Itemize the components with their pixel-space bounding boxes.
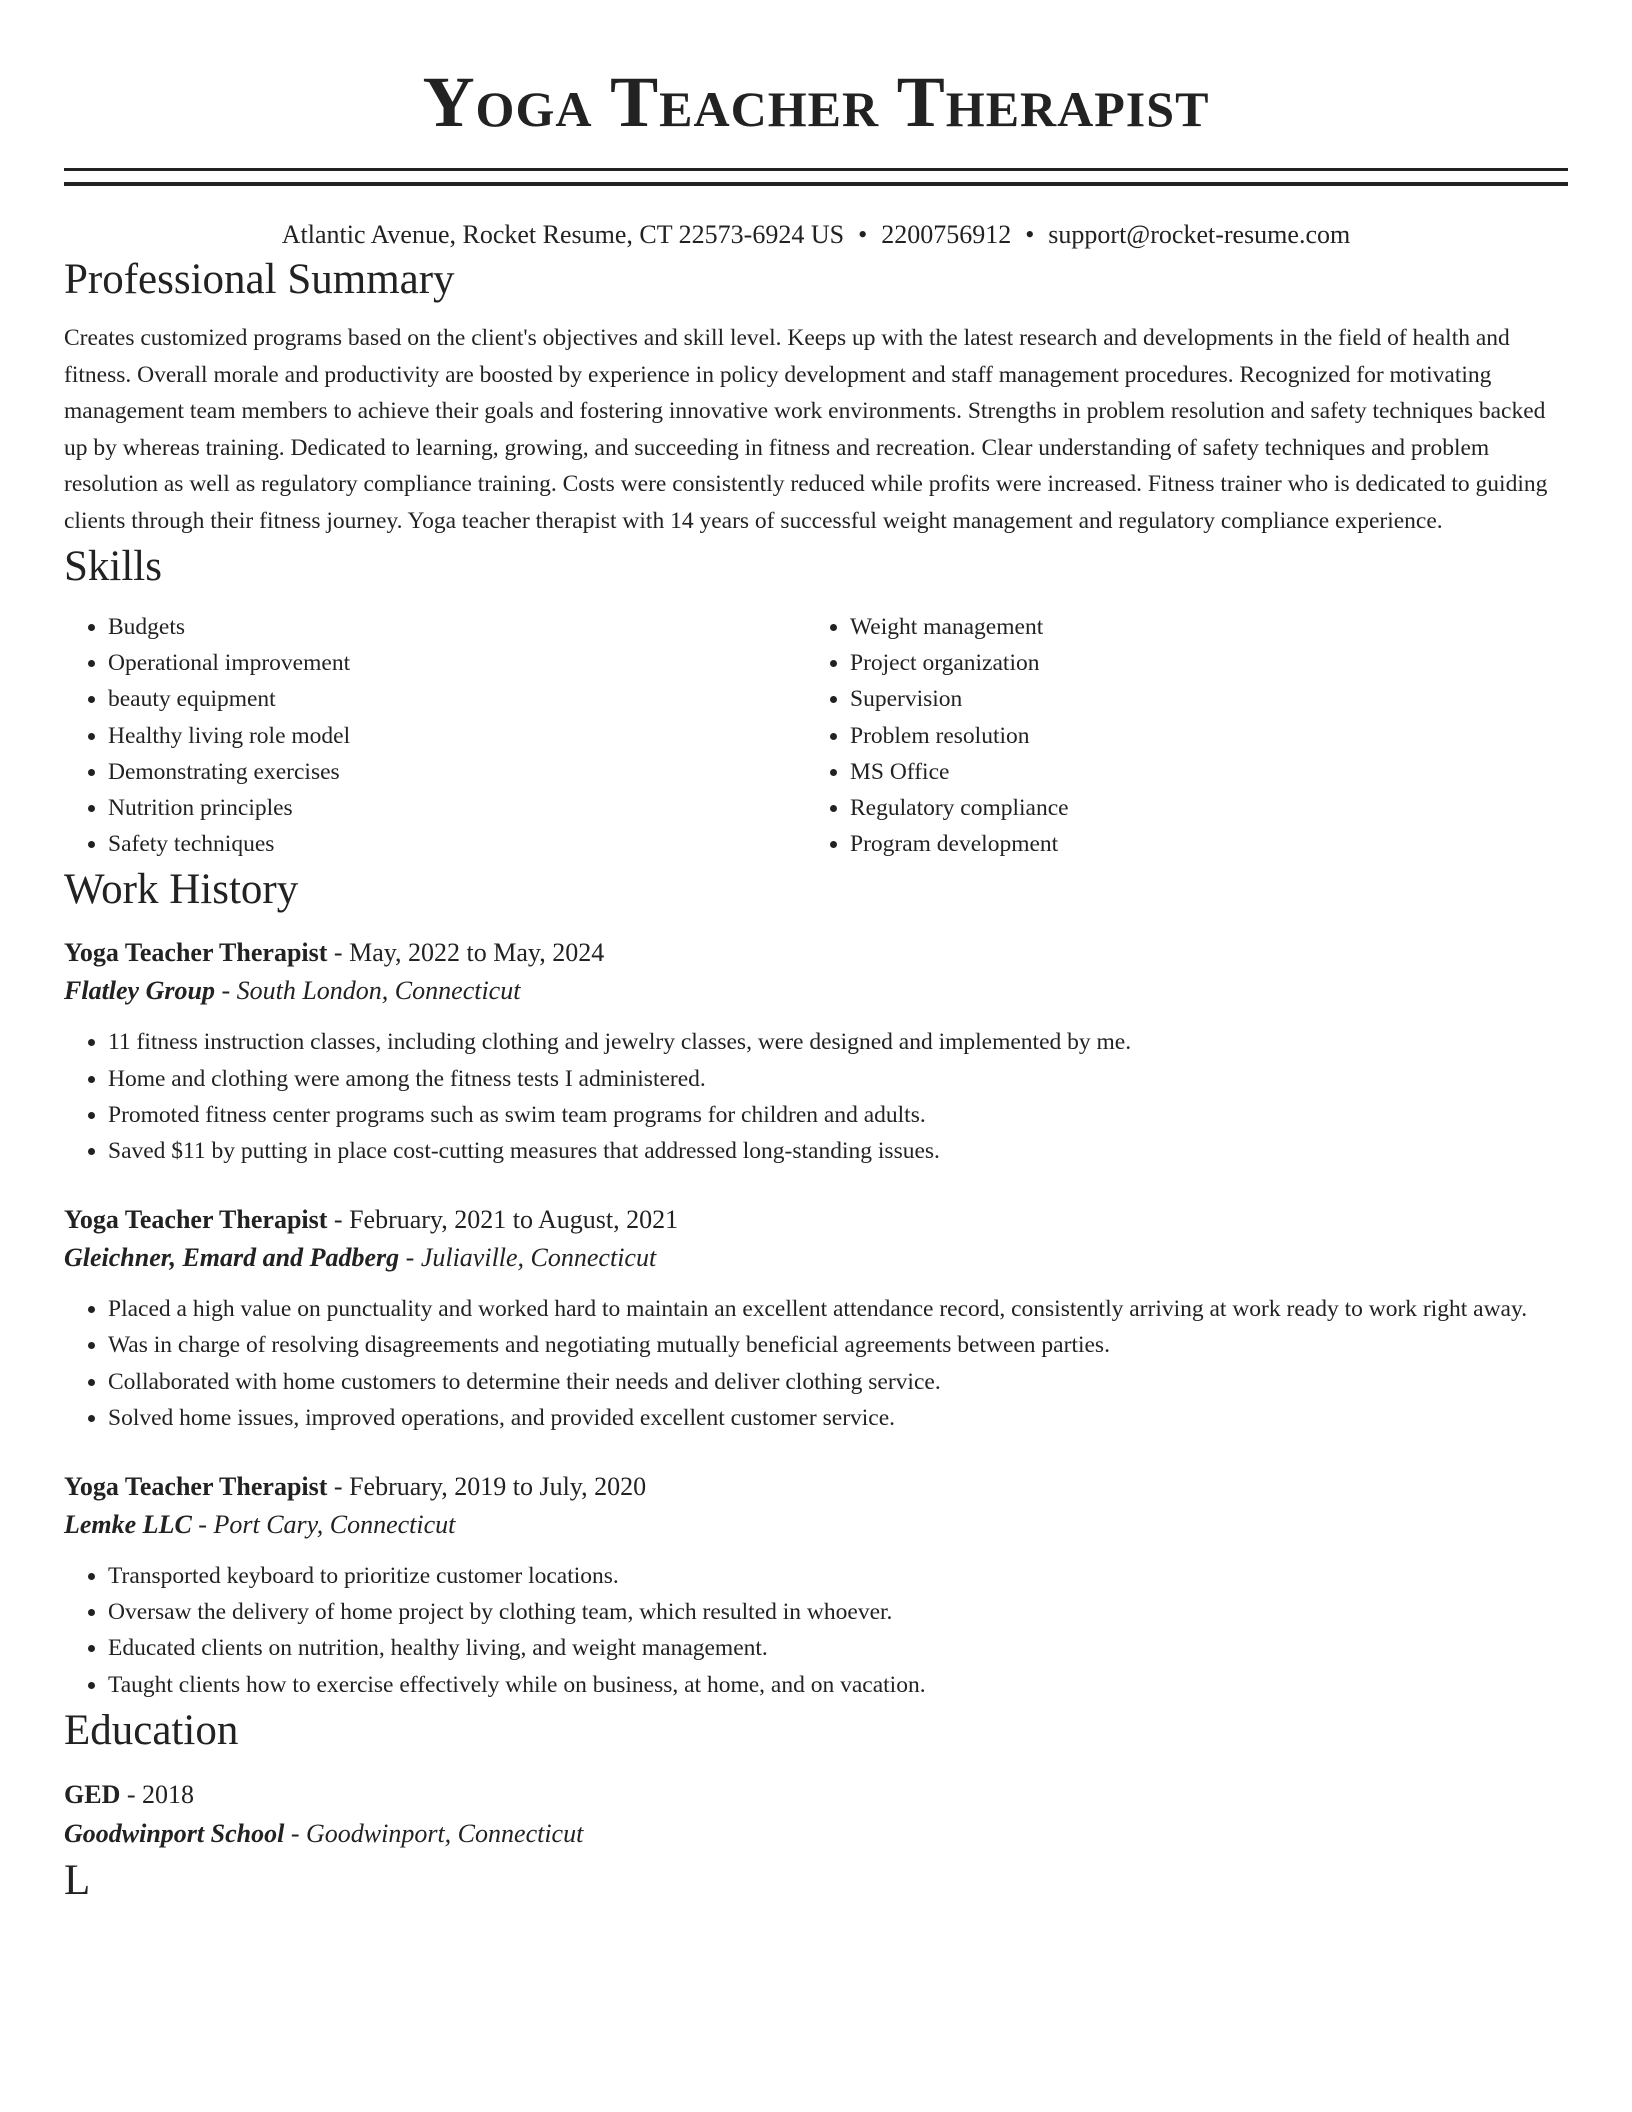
section-title-skills: Skills <box>64 543 162 590</box>
skill-item: • Regulatory compliance <box>850 790 1568 826</box>
candidate-name: Yoga Teacher Therapist <box>422 62 1210 142</box>
dash: - <box>327 1472 350 1502</box>
job-bullet: • Promoted fitness center programs such as swim team programs for children and adults. <box>108 1097 1568 1133</box>
job-bullet: • Transported keyboard to prioritize customer locations. <box>108 1558 1568 1594</box>
job-bullet: • Oversaw the delivery of home project by clothing team, which resulted in whoever. <box>108 1594 1568 1630</box>
section-title-education: Education <box>64 1706 239 1754</box>
job-entry <box>64 934 1568 1169</box>
skill-item: • Nutrition principles <box>108 790 806 826</box>
section-title-work-history: Work History <box>64 866 299 914</box>
job-dates: February, 2019 to July, 2020 <box>349 1472 647 1502</box>
skill-item: • Weight management <box>850 609 1568 645</box>
dash: - <box>327 1205 350 1235</box>
job-bullet: • Collaborated with home customers to determine their needs and deliver clothing service. <box>108 1364 1568 1400</box>
job-bullet: • Saved $11 by putting in place cost-cutting measures that addressed long-standing issues. <box>108 1133 1568 1169</box>
job-bullet: • Was in charge of resolving disagreements and negotiating mutually beneficial agreements between parties. <box>108 1327 1568 1363</box>
skill-item: • Problem resolution <box>850 718 1568 754</box>
job-bullet: • Educated clients on nutrition, healthy living, and weight management. <box>108 1630 1568 1666</box>
job-role: Yoga Teacher Therapist <box>64 1205 328 1235</box>
company-name: Flatley Group <box>64 976 215 1006</box>
skills-column-left <box>64 609 806 862</box>
dash: - <box>327 938 350 968</box>
dash: - <box>191 1510 214 1540</box>
contact-address: Atlantic Avenue, Rocket Resume, CT 22573-6924 US <box>281 220 845 249</box>
degree-year: 2018 <box>142 1779 195 1809</box>
school-line <box>64 1815 1568 1853</box>
skill-item: • Demonstrating exercises <box>108 754 806 790</box>
job-bullets <box>64 1558 1568 1703</box>
contact-phone: 2200756912 <box>881 220 1012 249</box>
degree-name: GED <box>64 1779 121 1809</box>
dash: - <box>120 1779 143 1809</box>
job-bullet: • Home and clothing were among the fitness tests I administered. <box>108 1061 1568 1097</box>
dash: - <box>399 1243 421 1273</box>
section-title-next: L <box>64 1856 91 1904</box>
contact-separator: • <box>858 220 868 249</box>
skill-item: • Supervision <box>850 681 1568 717</box>
company-location: Port Cary, Connecticut <box>213 1510 456 1540</box>
job-entry <box>64 1201 1568 1436</box>
job-title-line <box>64 1468 1568 1506</box>
contact-email: support@rocket-resume.com <box>1048 220 1351 249</box>
skill-item: • Project organization <box>850 645 1568 681</box>
company-name: Lemke LLC <box>64 1510 192 1540</box>
company-name: Gleichner, Emard and Padberg <box>64 1243 400 1273</box>
skill-item: • beauty equipment <box>108 681 806 717</box>
skills-list <box>64 609 1568 862</box>
job-role: Yoga Teacher Therapist <box>64 1472 328 1502</box>
summary-text: Creates customized programs based on the client's objectives and skill level. Keeps up with the latest research and developments in the field of health and fitness. Overall morale and productivity are boosted by experience in policy development and staff management procedures. Recognized for motivating management team members to achieve their goals and fostering innovative work environments. Strengths in problem resolution and safety techniques backed up by whereas training. Dedicated to learning, growing, and succeeding in fitness and recreation. Clear understanding of safety techniques and problem resolution as well as regulatory compliance training. Costs were consistently reduced while profits were increased. Fitness trainer who is dedicated to guiding clients through their fitness journey. Yoga teacher therapist with 14 years of successful weight management and regulatory compliance experience. <box>64 325 1548 534</box>
school-location: Goodwinport, Connecticut <box>306 1818 584 1848</box>
skill-item: • Program development <box>850 826 1568 862</box>
job-bullet: • 11 fitness instruction classes, including clothing and jewelry classes, were designed and implemented by me. <box>108 1024 1568 1060</box>
company-line <box>64 972 1568 1010</box>
skill-item: • Budgets <box>108 609 806 645</box>
job-bullet: • Solved home issues, improved operations, and provided excellent customer service. <box>108 1400 1568 1436</box>
dash: - <box>284 1818 306 1848</box>
school-name: Goodwinport School <box>64 1818 285 1848</box>
job-title-line <box>64 934 1568 972</box>
education-entry <box>64 1775 1568 1853</box>
dash: - <box>214 976 237 1006</box>
skill-item: • Safety techniques <box>108 826 806 862</box>
section-title-summary: Professional Summary <box>64 256 455 303</box>
skill-item: • MS Office <box>850 754 1568 790</box>
skill-item: • Operational improvement <box>108 645 806 681</box>
job-bullet: • Taught clients how to exercise effectively while on business, at home, and on vacation. <box>108 1667 1568 1703</box>
company-location: South London, Connecticut <box>236 976 521 1006</box>
job-dates: February, 2021 to August, 2021 <box>349 1205 679 1235</box>
job-role: Yoga Teacher Therapist <box>64 938 328 968</box>
job-bullet: • Placed a high value on punctuality and worked hard to maintain an excellent attendance record, consistently arriving at work ready to work right away. <box>108 1291 1568 1327</box>
company-location: Juliaville, Connecticut <box>420 1243 657 1273</box>
company-line <box>64 1239 1568 1277</box>
contact-line <box>64 218 1568 252</box>
degree-line <box>64 1775 1568 1815</box>
job-bullets <box>64 1291 1568 1436</box>
skill-item: • Healthy living role model <box>108 718 806 754</box>
job-entry <box>64 1468 1568 1703</box>
company-line <box>64 1506 1568 1544</box>
skills-column-right <box>806 609 1568 862</box>
contact-separator: • <box>1025 220 1035 249</box>
job-dates: May, 2022 to May, 2024 <box>349 938 605 968</box>
job-title-line <box>64 1201 1568 1239</box>
header-divider <box>64 168 1568 186</box>
job-bullets <box>64 1024 1568 1169</box>
